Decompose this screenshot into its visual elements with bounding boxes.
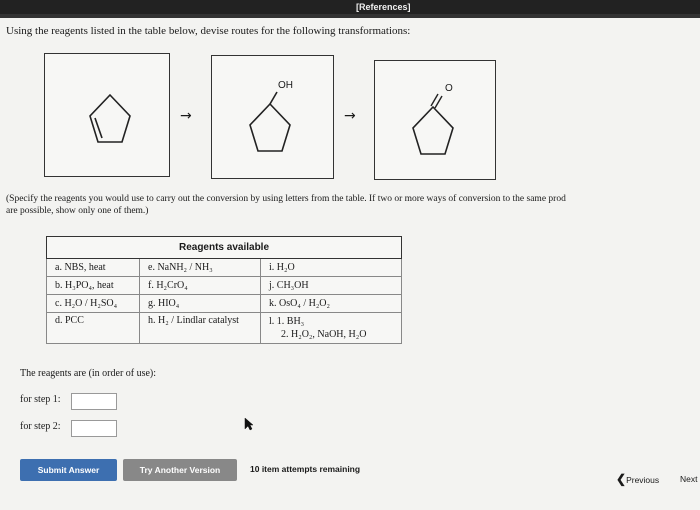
instructions-text: Using the reagents listed in the table below, devise routes for the following transformations:	[6, 25, 411, 37]
chevron-left-icon: ❮	[616, 472, 627, 486]
references-link[interactable]: [References]	[356, 2, 411, 12]
reagent-k: k. OsO₄ / H₂O₂	[261, 295, 402, 313]
table-row	[47, 295, 402, 313]
reagent-l-step-2: 2. H₂O₂, NaOH, H₂O	[281, 329, 367, 340]
previous-button[interactable]	[616, 472, 659, 486]
reagent-f: f. H₂CrO₄	[140, 277, 261, 295]
cyclopentanone-structure	[375, 61, 495, 179]
reagent-b: b. H₃PO₄, heat	[47, 277, 140, 295]
next-button[interactable]: Next	[680, 474, 698, 484]
step-1-label: for step 1:	[20, 394, 61, 405]
table-row	[47, 313, 402, 344]
reagent-g: g. HIO₄	[140, 295, 261, 313]
reaction-arrow-1: →	[180, 108, 192, 124]
top-bar	[0, 0, 700, 18]
step-2-label: for step 2:	[20, 421, 61, 432]
step-2-input[interactable]	[71, 420, 117, 437]
step-1-input[interactable]	[71, 393, 117, 410]
reagent-l	[261, 313, 402, 344]
reagent-l-step-1: l. 1. BH₃	[269, 316, 305, 327]
specify-line-2: are possible, show only one of them.)	[6, 206, 149, 216]
table-row	[47, 259, 402, 277]
carbonyl-oxygen-label: O	[445, 83, 453, 94]
molecule-box-cyclopentanol	[211, 55, 334, 179]
mouse-pointer-icon	[244, 417, 254, 431]
submit-answer-button[interactable]: Submit Answer	[20, 459, 117, 481]
molecule-box-cyclopentanone	[374, 60, 496, 180]
order-label: The reagents are (in order of use):	[20, 368, 157, 379]
previous-label: Previous	[626, 475, 660, 485]
reagents-table	[46, 236, 402, 344]
reagent-h: h. H₂ / Lindlar catalyst	[140, 313, 261, 344]
specify-line-1: (Specify the reagents you would use to carry out the conversion by using letters from the table. If two or more ways of conversion to the same prod	[6, 194, 566, 204]
reagent-d: d. PCC	[47, 313, 140, 344]
hydroxyl-label: OH	[278, 80, 293, 91]
top-bar-strip	[0, 14, 700, 18]
reagent-i: i. H₂O	[261, 259, 402, 277]
specify-note	[6, 193, 566, 217]
try-another-version-button[interactable]: Try Another Version	[123, 459, 237, 481]
cyclopentanol-structure	[212, 56, 333, 178]
molecule-box-cyclopentene	[44, 53, 170, 177]
table-row	[47, 277, 402, 295]
cyclopentene-structure	[45, 54, 169, 176]
reaction-arrow-2: →	[344, 108, 356, 124]
reagent-a: a. NBS, heat	[47, 259, 140, 277]
reagent-c: c. H₂O / H₂SO₄	[47, 295, 140, 313]
attempts-remaining-text: 10 item attempts remaining	[250, 464, 361, 474]
reagent-e: e. NaNH₂ / NH₃	[140, 259, 261, 277]
reagent-j: j. CH₃OH	[261, 277, 402, 295]
reagents-table-title: Reagents available	[47, 237, 402, 259]
